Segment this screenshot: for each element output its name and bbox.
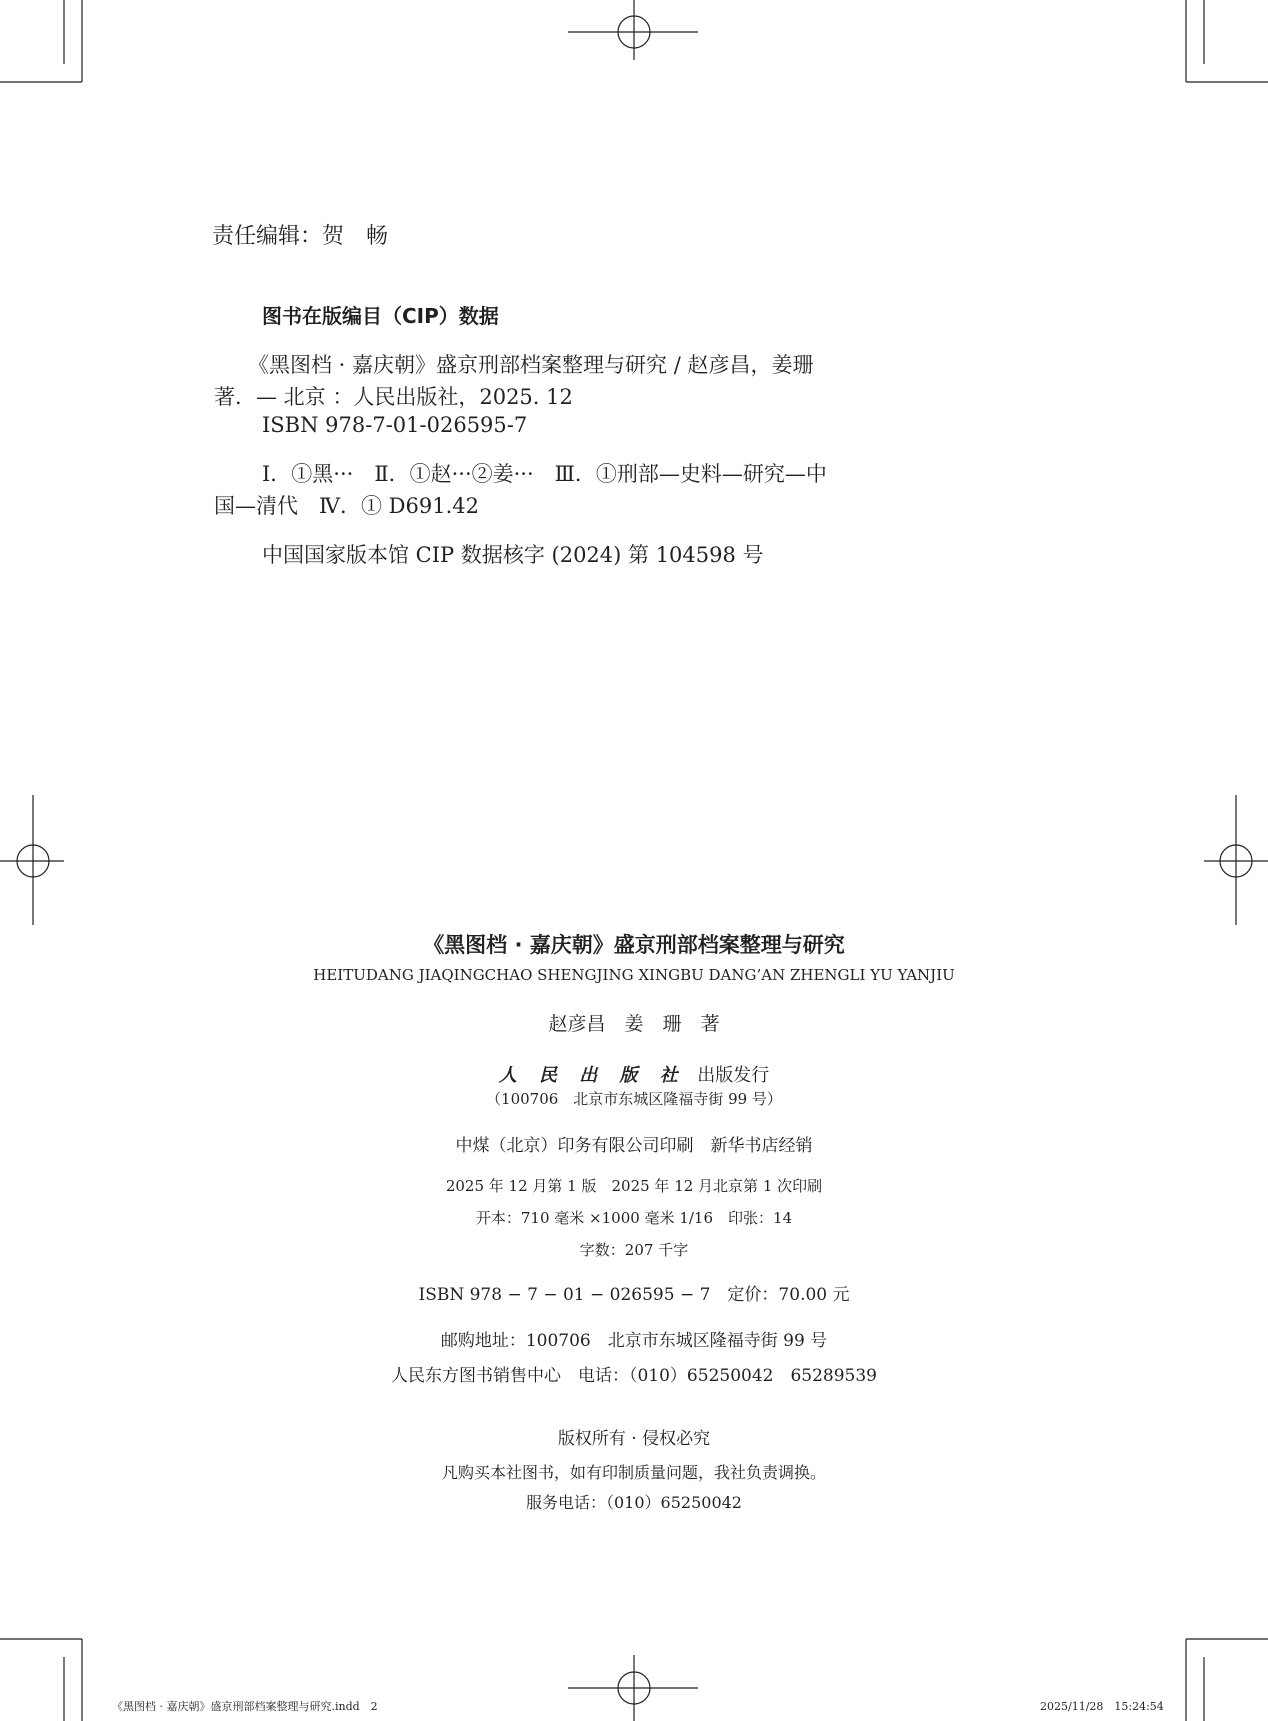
isbn-price-line: ISBN 978 − 7 − 01 − 026595 − 7 定价：70.00 元 bbox=[418, 1285, 850, 1305]
slug-filename: 《黑图档 · 嘉庆朝》盛京刑部档案整理与研究.indd 2 bbox=[112, 1700, 378, 1713]
book-title: 《黑图档 · 嘉庆朝》盛京刑部档案整理与研究 bbox=[423, 933, 845, 957]
slug-timestamp: 2025/11/28 15:24:54 bbox=[1040, 1700, 1164, 1713]
cip-class-line-1: Ⅰ．①黑··· Ⅱ．①赵···②姜··· Ⅲ．①刑部—史料—研究—中 bbox=[262, 462, 827, 486]
cip-class-line-2: 国—清代 Ⅳ．① D691.42 bbox=[214, 494, 479, 518]
cip-line-2: 著．— 北京 ：人民出版社，2025. 12 bbox=[214, 385, 573, 409]
format-line: 开本：710 毫米 ×1000 毫米 1/16 印张：14 bbox=[475, 1209, 793, 1227]
edition-line: 2025 年 12 月第 1 版 2025 年 12 月北京第 1 次印刷 bbox=[445, 1177, 823, 1195]
editor-label: 责任编辑： bbox=[212, 224, 323, 249]
sales-center-line: 人民东方图书销售中心 电话：（010）65250042 65289539 bbox=[390, 1366, 877, 1386]
authors: 赵彦昌 姜 珊 著 bbox=[548, 1013, 720, 1035]
cip-record-number: 中国国家版本馆 CIP 数据核字 (2024) 第 104598 号 bbox=[262, 543, 764, 567]
copyright-line: 版权所有 · 侵权必究 bbox=[557, 1429, 711, 1449]
cip-isbn: ISBN 978-7-01-026595-7 bbox=[262, 413, 528, 437]
publisher-suffix: 出版发行 bbox=[697, 1065, 770, 1086]
editor-line bbox=[212, 219, 388, 250]
book-title-pinyin: HEITUDANG JIAQINGCHAO SHENGJING XINGBU DANG’AN ZHENGLI YU YANJIU bbox=[313, 966, 955, 984]
service-phone: 服务电话：（010）65250042 bbox=[526, 1493, 742, 1512]
publisher-line bbox=[0, 1061, 1268, 1087]
publisher-address: （100706 北京市东城区隆福寺街 99 号） bbox=[486, 1090, 782, 1108]
editor-name: 贺 畅 bbox=[322, 224, 389, 249]
cip-heading: 图书在版编目（CIP）数据 bbox=[262, 304, 499, 328]
wordcount-line: 字数：207 千字 bbox=[579, 1241, 689, 1259]
cip-line-1: 《黑图档 · 嘉庆朝》盛京刑部档案整理与研究 / 赵彦昌，姜珊 bbox=[248, 353, 814, 377]
mail-order-line: 邮购地址：100706 北京市东城区隆福寺街 99 号 bbox=[440, 1331, 828, 1351]
publisher-logo: 人 民 出 版 社 bbox=[498, 1065, 686, 1086]
printer-line: 中煤（北京）印务有限公司印刷 新华书店经销 bbox=[455, 1136, 813, 1156]
quality-notice: 凡购买本社图书，如有印制质量问题，我社负责调换。 bbox=[441, 1463, 826, 1482]
